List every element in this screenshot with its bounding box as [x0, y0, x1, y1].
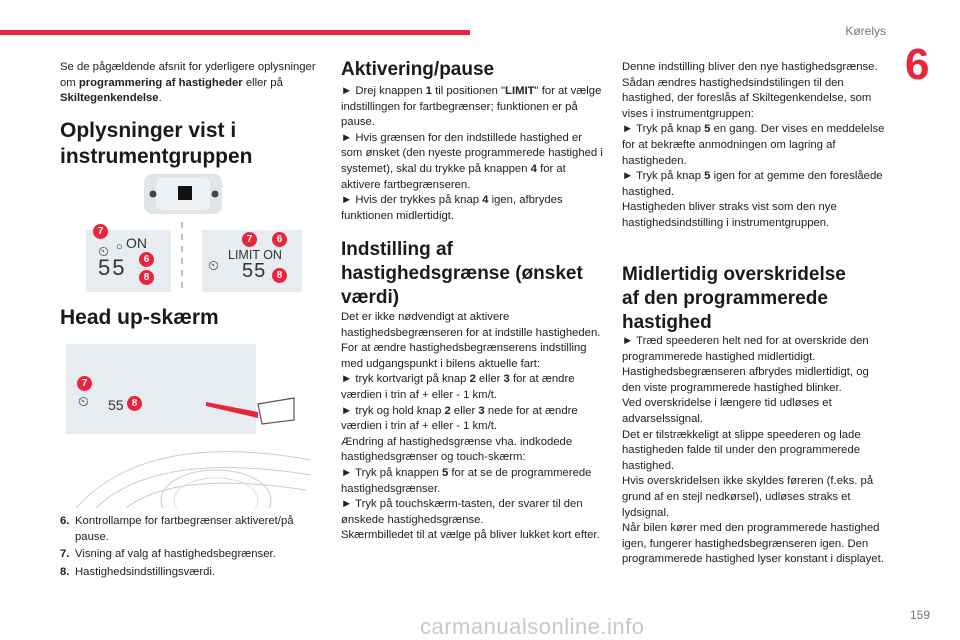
paragraph: For at ændre hastighedsbegrænserens indstilling med udgangspunkt i bilens aktuelle fart:: [341, 342, 587, 370]
paragraph: ► Hvis grænsen for den indstillede hastighed er som ønsket (den nyeste programmerede hastighed i systemet), skal du trykke på knappen 4 for at aktivere fartbegrænseren.: [341, 131, 603, 191]
small-circle-icon: ○: [116, 241, 123, 253]
cluster-dot-icon: [150, 191, 157, 198]
callout-badge: 8: [139, 270, 154, 285]
heading-hud: Head up-skærm: [60, 306, 219, 329]
cluster-screen-icon: [178, 186, 192, 200]
caption-number: 8.: [60, 565, 70, 578]
paragraph: Ved overskridelse i længere tid udløses et advarselssignal.: [622, 397, 832, 425]
chapter-number: 6: [905, 40, 930, 89]
heading-temporary-exceed: [622, 263, 890, 335]
paragraph: ► Tryk på touchskærm-tasten, der svarer til den ønskede hastighedsgrænse.: [341, 498, 583, 526]
steering-wheel: [174, 478, 258, 508]
top-accent-bar: [0, 30, 470, 35]
speed-limiter-icon: ⏲: [78, 393, 89, 409]
hud-projector: [258, 398, 294, 424]
paragraph: ► Tryk på knappen 5 for at se de programmerede hastighedsgrænser.: [341, 466, 592, 495]
caption-list: [60, 514, 325, 582]
limit-on-label: LIMIT ON: [228, 248, 282, 262]
paragraph: ► Drej knappen 1 til positionen "LIMIT" for at vælge indstillingen for fartbegrænser; funktionen er på pause.: [341, 85, 602, 129]
speed-limiter-icon: ⏲: [208, 257, 219, 273]
paragraph: Det er ikke nødvendigt at aktivere hastighedsbegrænseren for at indstille hastigheden.: [341, 311, 601, 339]
paragraph: Ændring af hastighedsgrænse vha. indkodede hastighedsgrænser og touch-skærm:: [341, 435, 573, 464]
paragraph: ► tryk kortvarigt på knap 2 eller 3 for at ændre værdien i trin af + eller - 1 km/t.: [341, 373, 575, 401]
caption-item: [60, 514, 325, 545]
on-label: ON: [126, 235, 147, 251]
paragraph: ► tryk og hold knap 2 eller 3 nede for at ændre værdien i trin af + eller - 1 km/t.: [341, 404, 578, 433]
heading-speed-setting: [341, 238, 603, 310]
hud-content: [74, 374, 194, 424]
paragraph: ► Træd speederen helt ned for at overskride den programmerede hastighed midlertidigt.: [622, 335, 869, 363]
paragraph: ► Tryk på knap 5 igen for at gemme den foreslåede hastighed.: [622, 170, 883, 198]
cluster-right-content: [202, 230, 302, 292]
cluster-dot-icon: [212, 191, 219, 198]
activation-text: [341, 84, 603, 224]
callout-badge: 7: [242, 232, 257, 247]
heading-line: hastighedsgrænse (ønsket: [341, 263, 583, 284]
speed-limiter-icon: ⏲: [98, 243, 109, 259]
heading-line: Oplysninger vist i: [60, 119, 237, 142]
heading-line: hastighed: [622, 312, 712, 333]
callout-badge: 7: [93, 224, 108, 239]
caption-text: Hastighedsindstillingsværdi.: [75, 565, 216, 578]
paragraph: Skærmbilledet til at vælge på bliver lukket kort efter.: [341, 529, 600, 542]
page-number: 159: [909, 608, 930, 622]
callout-badge: 8: [272, 268, 287, 283]
paragraph: ► Hvis der trykkes på knap 4 igen, afbrydes funktionen midlertidigt.: [341, 194, 563, 222]
callout-badge: 7: [77, 376, 92, 391]
speed-setting-text: [341, 310, 603, 544]
caption-text: Visning af valg af hastighedsbegrænser.: [75, 548, 276, 561]
dashboard-line: [76, 452, 311, 508]
caption-text: Kontrollampe for fartbegrænser aktiveret/på pause.: [75, 515, 294, 543]
speed-value: 55: [98, 255, 127, 280]
caption-item: [60, 547, 325, 563]
speed-value: 55: [242, 260, 267, 282]
temporary-exceed-text: [622, 334, 887, 568]
paragraph: Denne indstilling bliver den nye hastighedsgrænse.: [622, 61, 878, 73]
heading-line: værdi): [341, 287, 400, 308]
heading-activation: Aktivering/pause: [341, 59, 495, 80]
dashboard-line: [126, 483, 306, 508]
heading-line: Midlertidig overskridelse: [622, 264, 846, 285]
cluster-left-content: [86, 226, 171, 292]
paragraph: Når bilen kører med den programmerede hastighed igen, fungerer hastighedsbegrænseren igen. Den programmerede hastighed lyser konstant i displayet.: [622, 522, 884, 566]
callout-badge: 6: [272, 232, 287, 247]
callout-badge: 6: [139, 252, 154, 267]
paragraph: Sådan ændres hastighedsindstilingen til den hastighed, der foreslås af Skiltegenkendelse, som vises i instrumentgruppen:: [622, 76, 872, 120]
col3-intro-text: [622, 60, 887, 232]
paragraph: Hvis overskridelsen ikke skyldes føreren (f.eks. på grund af en stejl nedkørsel), udløses straks et lydsignal.: [622, 475, 874, 519]
hud-illustration: [66, 340, 316, 508]
callout-badge: 8: [127, 396, 142, 411]
caption-item: [60, 565, 325, 581]
paragraph: Hastighedsbegrænseren afbrydes midlertidigt, og den viste programmerede hastighed blinker.: [622, 366, 869, 394]
caption-number: 7.: [60, 548, 70, 561]
heading-line: instrumentgruppen: [60, 145, 253, 168]
steering-wheel: [161, 470, 271, 508]
caption-number: 6.: [60, 515, 70, 527]
hud-speed-value: 55: [108, 397, 124, 413]
paragraph: Det er tilstrækkeligt at slippe speederen og lade hastigheden falde til under den programmerede hastighed.: [622, 428, 861, 472]
heading-instrument-info: [60, 118, 330, 170]
paragraph: ► Tryk på knap 5 en gang. Der vises en meddelelse for at bekræfte anmodningen om lagring af hastigheden.: [622, 123, 885, 167]
intro-text: Se de pågældende afsnit for yderligere oplysninger om programmering af hastigheder eller på Skiltegenkendelse.: [60, 61, 316, 105]
heading-line: af den programmerede: [622, 288, 828, 309]
dashboard-line: [96, 467, 311, 508]
watermark: carmanualsonline.info: [420, 614, 645, 639]
section-name: Kørelys: [845, 24, 886, 38]
paragraph: Hastigheden bliver straks vist som den nye hastighedsindstilling i instrumentgruppen.: [622, 201, 837, 229]
heading-line: Indstilling af: [341, 239, 453, 260]
